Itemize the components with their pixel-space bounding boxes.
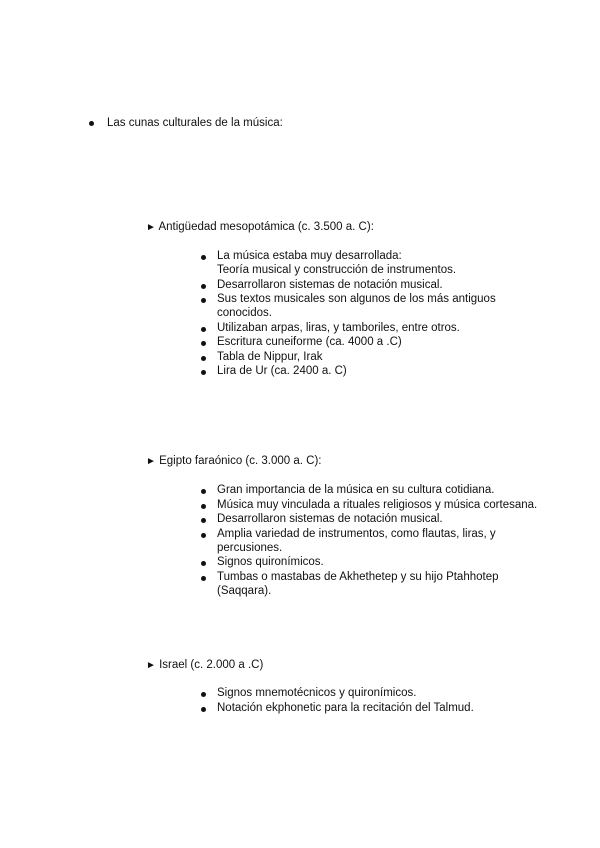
section-heading	[146, 658, 263, 673]
list-item-continuation: conocidos.	[217, 307, 272, 319]
section-heading	[146, 220, 374, 235]
list-item: Desarrollaron sistemas de notación musical.	[217, 513, 443, 525]
bullet-dot	[201, 298, 206, 303]
list-item: Gran importancia de la música en su cultura cotidiana.	[217, 484, 495, 496]
arrow-icon: ►	[146, 660, 156, 671]
arrow-icon: ►	[146, 456, 156, 467]
section-heading-text: Israel (c. 2.000 a .C)	[159, 659, 264, 671]
list-item: Utilizaban arpas, liras, y tamboriles, entre otros.	[217, 322, 460, 334]
list-item: Desarrollaron sistemas de notación musical.	[217, 279, 443, 291]
section-heading	[146, 454, 321, 469]
section-heading-text: Egipto faraónico (c. 3.000 a. C):	[159, 455, 322, 467]
list-item: Signos quironímicos.	[217, 556, 324, 568]
list-item: Signos mnemotécnicos y quironímicos.	[217, 687, 417, 699]
bullet-dot	[201, 255, 206, 260]
bullet-dot	[201, 576, 206, 581]
list-item: Tabla de Nippur, Irak	[217, 351, 323, 363]
bullet-dot	[201, 518, 206, 523]
list-item: Lira de Ur (ca. 2400 a. C)	[217, 365, 347, 377]
bullet-dot	[201, 284, 206, 289]
list-item: Amplia variedad de instrumentos, como flautas, liras, y	[217, 528, 496, 540]
bullet-dot	[201, 533, 206, 538]
section-heading-text: Antigüedad mesopotámica (c. 3.500 a. C):	[158, 221, 374, 233]
list-item: Notación ekphonetic para la recitación del Talmud.	[217, 702, 474, 714]
list-item-continuation: percusiones.	[217, 542, 283, 554]
arrow-icon: ►	[146, 222, 156, 233]
list-item-continuation: (Saqqara).	[217, 585, 272, 597]
bullet-dot	[201, 489, 206, 494]
list-item: La música estaba muy desarrollada:	[217, 250, 402, 262]
list-item-continuation: Teoría musical y construcción de instrumentos.	[217, 264, 457, 276]
list-item: Tumbas o mastabas de Akhethetep y su hijo Ptahhotep	[217, 571, 499, 583]
bullet-dot	[201, 327, 206, 332]
bullet-dot	[201, 341, 206, 346]
bullet-dot	[201, 356, 206, 361]
bullet-dot	[201, 504, 206, 509]
bullet-dot	[201, 561, 206, 566]
list-item: Escritura cuneiforme (ca. 4000 a .C)	[217, 336, 402, 348]
bullet-dot	[89, 121, 94, 126]
bullet-dot	[201, 707, 206, 712]
top-item-text: Las cunas culturales de la música:	[107, 117, 283, 129]
bullet-dot	[201, 692, 206, 697]
list-item: Música muy vinculada a rituales religiosos y música cortesana.	[217, 499, 538, 511]
bullet-dot	[201, 370, 206, 375]
list-item: Sus textos musicales son algunos de los más antiguos	[217, 293, 496, 305]
